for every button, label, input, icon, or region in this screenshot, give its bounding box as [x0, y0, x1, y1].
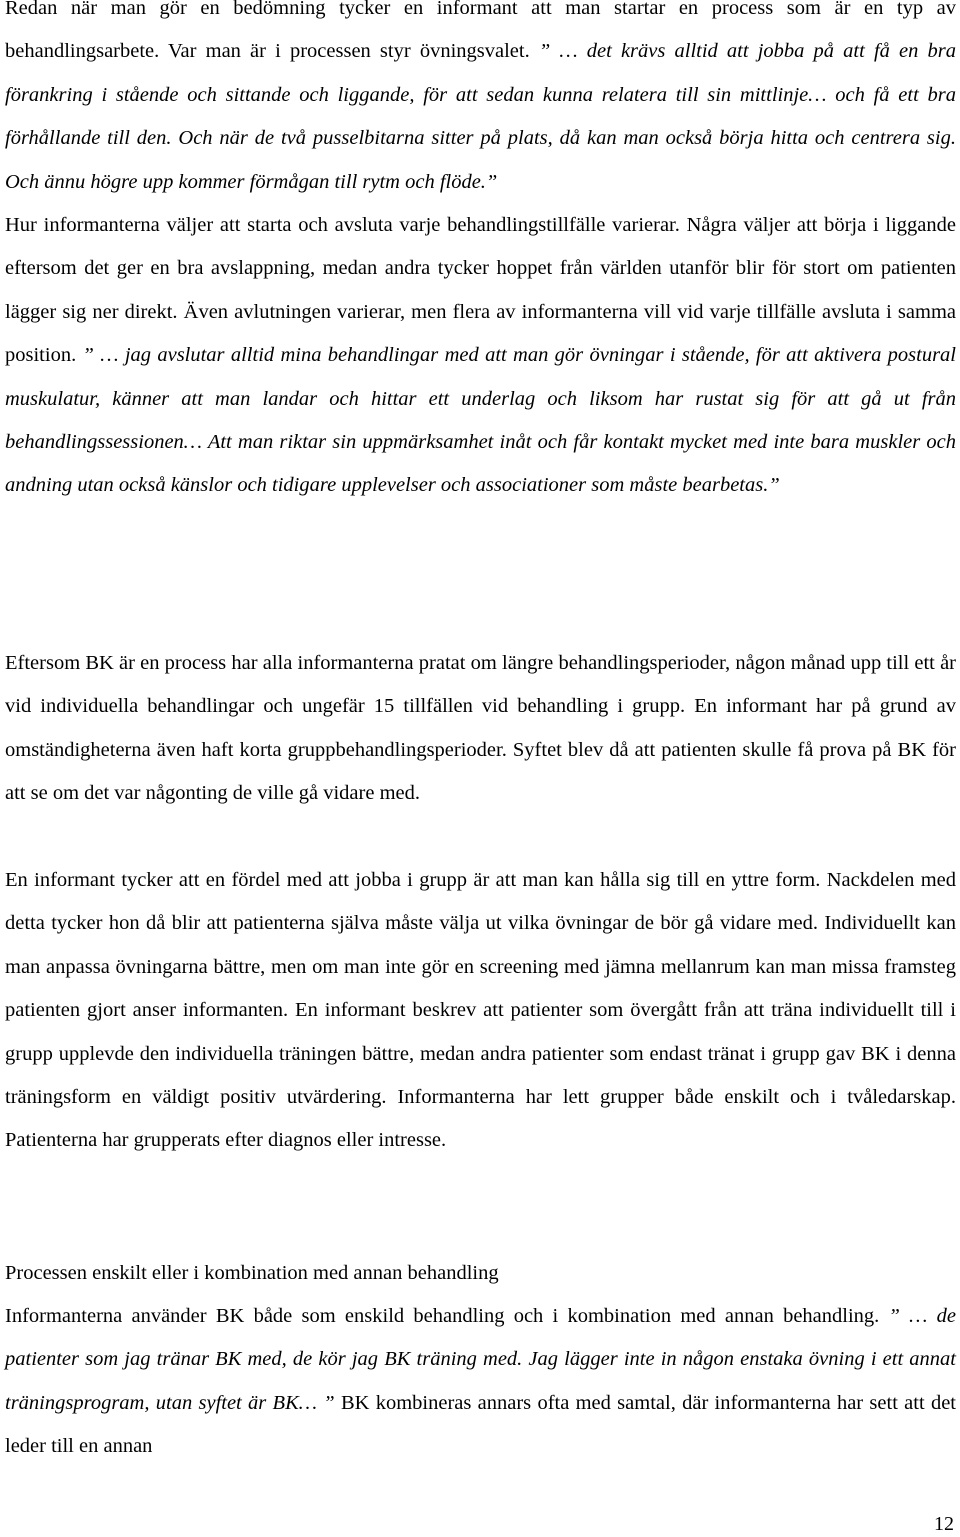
quote-1: ” … det krävs alltid att jobba på att få en bra förankring i stående och sittande och liggande, för att sedan kunna relatera till sin mittlinje… och få ett bra förhållande till den. Och när de två pusselbitarna sitter på plats, då kan man också börja hitta och centrera sig. Och ännu högre upp kommer förmågan till rytm och flöde.”: [5, 40, 957, 193]
paragraph-1: [5, 0, 956, 508]
quote-3: ” … de patienter som jag tränar BK med, de kör jag BK träning med. Jag lägger inte in någon enstaka övning i ett annat träningsprogram, utan syftet är BK… ”: [5, 1305, 956, 1414]
section-heading: Processen enskilt eller i kombination med annan behandling: [5, 1262, 499, 1284]
paragraph-1-text-2: Hur informanterna väljer att starta och avsluta varje behandlingstillfälle varierar. Några väljer att börja i liggande eftersom det ger en bra avslappning, medan andra tycker hoppet från världen utanför blir för stort om patienten lägger sig ner direkt. Även avlutningen varierar, men flera av informanterna vill vid varje tillfälle avsluta i samma position.: [5, 214, 956, 367]
paragraph-1-text: Redan när man gör en bedömning tycker en informant att man startar en process som är en typ av behandlingsarbete. Var man är i processen styr övningsvalet.: [5, 0, 956, 63]
paragraph-4: [5, 1295, 956, 1469]
paragraph-4-text: Informanterna använder BK både som enskild behandling och i kombination med annan behandling.: [5, 1305, 880, 1327]
page-number: 12: [934, 1513, 954, 1535]
paragraph-4-text-2: BK kombineras annars ofta med samtal, där informanterna har sett att det leder till en annan: [5, 1391, 956, 1458]
paragraph-2: Eftersom BK är en process har alla informanterna pratat om längre behandlingsperioder, någon månad upp till ett år vid individuella behandlingar och ungefär 15 tillfällen vid behandling i grupp. En informant har på grund av omständigheterna även haft korta gruppbehandlingsperioder. Syftet blev då att patienten skulle få prova på BK för att se om det var någonting de ville gå vidare med.: [5, 652, 956, 805]
quote-2: ” … jag avslutar alltid mina behandlingar med att man gör övningar i stående, för att aktivera postural muskulatur, känner att man landar och hittar ett underlag och liksom har rustat sig för att gå ut från behandlingssessionen… Att man riktar sin uppmärksamhet inåt och får kontakt mycket med inte bara muskler och andning utan också känslor och tidigare upplevelser och associationer som måste bearbetas.”: [5, 344, 956, 497]
paragraph-3: En informant tycker att en fördel med att jobba i grupp är att man kan hålla sig till en yttre form. Nackdelen med detta tycker hon då blir att patienterna själva måste välja ut vilka övningar de bör gå vidare med. Individuellt kan man anpassa övningarna bättre, men om man inte gör en screening med jämna mellanrum kan man missa framsteg patienten gjort anser informanten. En informant beskrev att patienter som övergått från att träna individuellt till i grupp upplevde den individuella träningen bättre, medan andra patienter som endast tränat i grupp gav BK i denna träningsform en väldigt positiv utvärdering. Informanterna har lett grupper både enskilt och i tvåledarskap. Patienterna har grupperats efter diagnos eller intresse.: [5, 869, 956, 1152]
